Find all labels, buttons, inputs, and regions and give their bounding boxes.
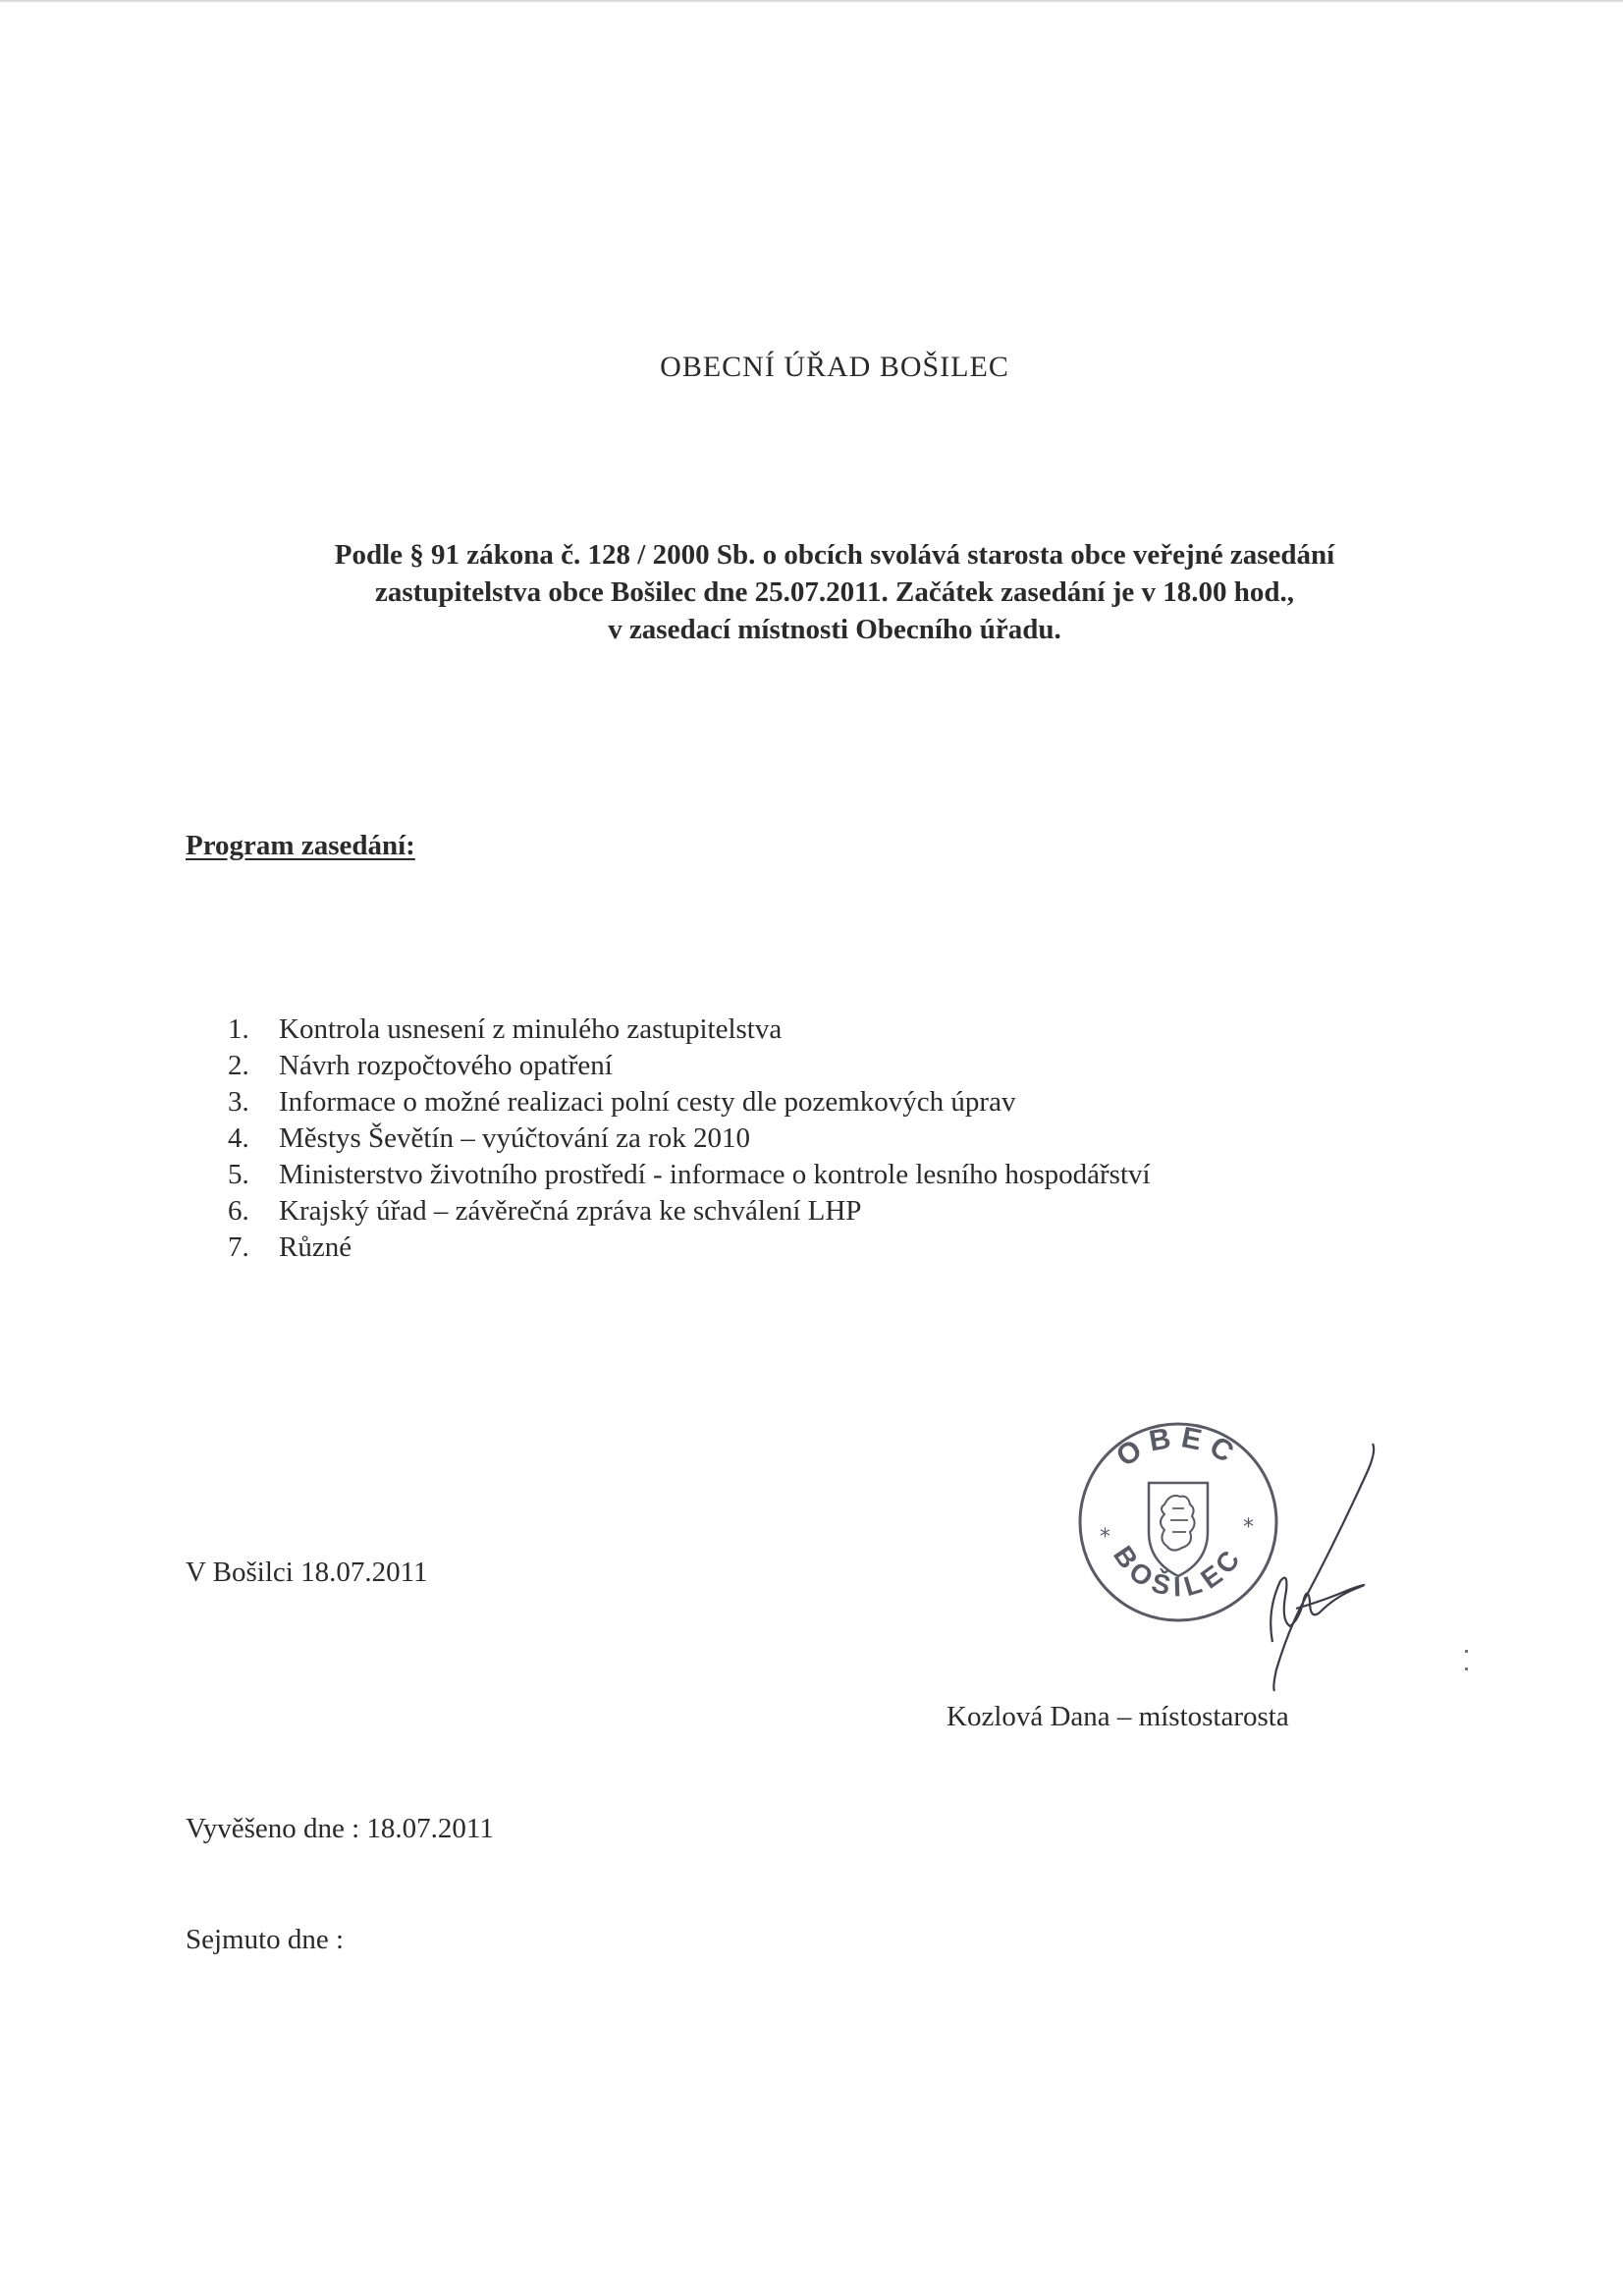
agenda-item-number: 1. <box>228 1013 249 1045</box>
agenda-item-text: Krajský úřad – závěrečná zpráva ke schválení LHP <box>279 1195 862 1227</box>
stamp-top-text: OBEC <box>1110 1420 1246 1474</box>
agenda-item-text: Kontrola usnesení z minulého zastupitelstva <box>279 1013 783 1045</box>
svg-text:*: * <box>1243 1515 1254 1540</box>
program-title: Program zasedání: <box>186 830 415 861</box>
agenda-item-number: 7. <box>228 1231 249 1263</box>
agenda-item <box>228 1048 1151 1084</box>
announcement-line-1: Podle § 91 zákona č. 128 / 2000 Sb. o obcích svolává starosta obce veřejné zasedání <box>334 539 1335 571</box>
agenda-item <box>228 1230 1151 1266</box>
announcement-line-2: zastupitelstva obce Bošilec dne 25.07.2011. Začátek zasedání je v 18.00 hod., <box>374 576 1295 608</box>
stamp-star-left <box>1100 1525 1110 1550</box>
announcement-line-3: v zasedací místnosti Obecního úřadu. <box>608 614 1061 645</box>
agenda-item-number: 5. <box>228 1159 249 1190</box>
office-heading: OBECNÍ ÚŘAD BOŠILEC <box>660 351 1009 383</box>
agenda-item-number: 4. <box>228 1122 249 1154</box>
meeting-announcement <box>0 536 1623 648</box>
agenda-item <box>228 1121 1151 1157</box>
removed-date: Sejmuto dne : <box>186 1924 345 1955</box>
agenda-item-text: Informace o možné realizaci polní cesty dle pozemkových úprav <box>279 1086 1016 1118</box>
agenda-list <box>228 1011 1151 1266</box>
agenda-item-text: Návrh rozpočtového opatření <box>279 1050 613 1081</box>
scan-speck <box>1465 1650 1468 1671</box>
agenda-item <box>228 1011 1151 1048</box>
signatory-name: Kozlová Dana – místostarosta <box>947 1701 1289 1732</box>
agenda-item-number: 6. <box>228 1195 249 1227</box>
agenda-item <box>228 1157 1151 1193</box>
agenda-item <box>228 1193 1151 1230</box>
agenda-item-text: Ministerstvo životního prostředí - informace o kontrole lesního hospodářství <box>279 1159 1151 1190</box>
scan-edge <box>0 0 1623 3</box>
place-and-date: V Bošilci 18.07.2011 <box>186 1557 428 1588</box>
agenda-item-number: 2. <box>228 1050 249 1081</box>
stamp-bottom-text: BOŠILEC <box>1108 1540 1249 1603</box>
agenda-item-text: Různé <box>279 1231 352 1263</box>
agenda-item <box>228 1084 1151 1121</box>
agenda-item-text: Městys Ševětín – vyúčtování za rok 2010 <box>279 1122 751 1154</box>
svg-text:*: * <box>1100 1525 1110 1550</box>
posted-date: Vyvěšeno dne : 18.07.2011 <box>186 1813 494 1844</box>
agenda-item-number: 3. <box>228 1086 249 1118</box>
handwritten-signature <box>1198 1434 1394 1699</box>
